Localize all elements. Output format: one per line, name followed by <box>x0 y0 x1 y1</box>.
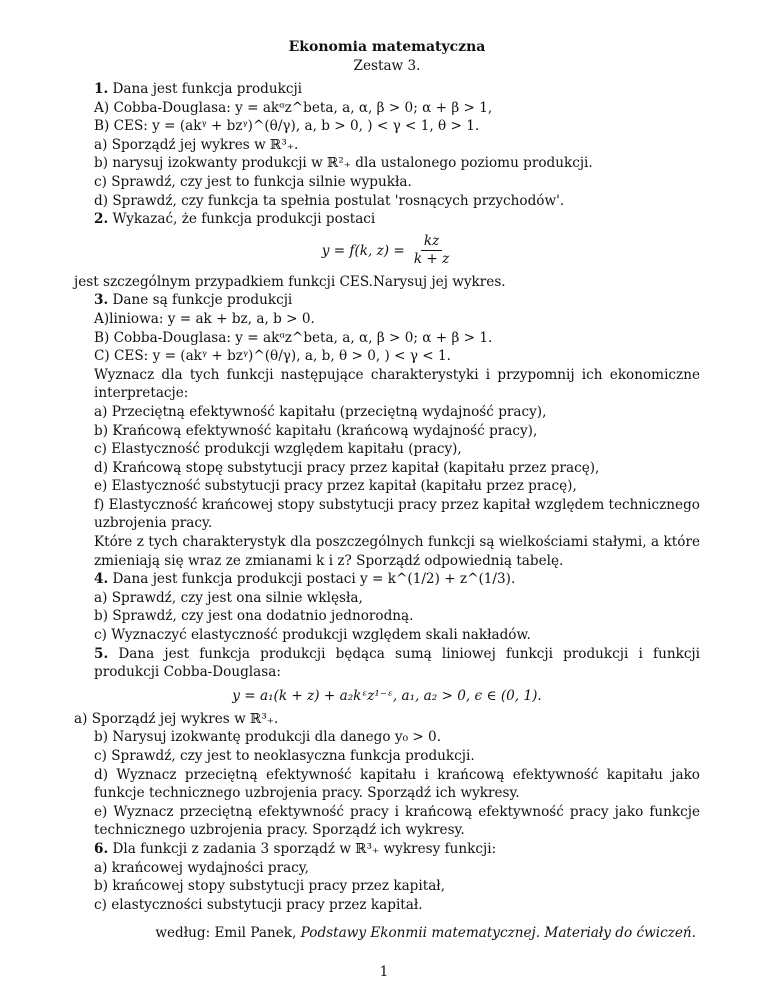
problem-5-intro <box>74 645 700 682</box>
problem-5-item-e: e) Wyznacz przeciętną efektywność pracy i krańcową efektywność pracy jako funkcje technicznego uzbrojenia pracy. Sporządź ich wykresy. <box>94 803 700 839</box>
document-title: Ekonomia matematyczna <box>288 39 486 55</box>
problem-4-item-a: a) Sprawdź, czy jest ona silnie wklęsła, <box>94 589 363 606</box>
problem-2-formula <box>74 230 700 272</box>
problem-3-function-a: A)liniowa: y = ak + bz, a, b > 0. <box>94 310 315 327</box>
problem-3-intro <box>74 291 700 310</box>
problem-3-item-c: c) Elastyczność produkcji względem kapitału (pracy), <box>94 441 462 458</box>
problem-6-number: 6. <box>94 840 109 857</box>
problem-2-conclusion: jest szczególnym przypadkiem funkcji CES.Narysuj jej wykres. <box>74 273 506 290</box>
formula-lhs: y = f(k, z) = <box>321 242 405 259</box>
problem-4-text: Dana jest funkcja produkcji postaci y = k^(1/2) + z^(1/3). <box>112 571 516 588</box>
problem-5-item-b: b) Narysuj izokwantę produkcji dla danego y₀ > 0. <box>94 729 442 746</box>
source-prefix: według: Emil Panek, <box>155 925 297 942</box>
problem-1-item-d: d) Sprawdź, czy funkcja ta spełnia postulat 'rosnących przychodów'. <box>94 192 565 209</box>
document-page <box>74 38 700 942</box>
problem-3-item-d: d) Krańcową stopę substytucji pracy przez kapitał (kapitału przez pracę), <box>94 459 600 476</box>
problem-5-formula: y = a₁(k + z) + a₂kᵋz¹⁻ᵋ, a₁, a₂ > 0, ϵ ∈ (0, 1). <box>232 687 542 704</box>
problem-6-item-b: b) krańcowej stopy substytucji pracy przez kapitał, <box>94 878 446 895</box>
problem-3-task: Wyznacz dla tych funkcji następujące charakterystyki i przypomnij ich ekonomiczne interpretacje: <box>94 366 700 402</box>
problem-3-item-e: e) Elastyczność substytucji pracy przez kapitał (kapitału przez pracę), <box>94 478 577 495</box>
problem-1-item-b: b) narysuj izokwanty produkcji w ℝ²₊ dla ustalonego poziomu produkcji. <box>94 155 593 172</box>
problem-3-function-b: B) Cobba-Douglasa: y = akᵅz^beta, a, α, β > 0; α + β > 1. <box>94 329 493 346</box>
source-book-title: Podstawy Ekonmii matematycznej. Materiały do ćwiczeń. <box>300 925 696 942</box>
problem-3-question: Które z tych charakterystyk dla poszczególnych funkcji są wielkościami stałymi, a które zmieniają się wraz ze zmianami k i z? Sporządź odpowiednią tabelę. <box>94 534 700 569</box>
problem-1-item-c: c) Sprawdź, czy jest to funkcja silnie wypukła. <box>94 173 412 190</box>
problem-3-function-c: C) CES: y = (akᵞ + bzᵞ)^(θ/γ), a, b, θ > 0, ) < γ < 1. <box>94 348 451 365</box>
problem-4-intro <box>74 570 700 589</box>
problem-1-item-a: a) Sporządź jej wykres w ℝ³₊. <box>94 136 299 153</box>
page-number: 1 <box>379 964 389 980</box>
problem-6-intro <box>74 840 700 859</box>
problem-5-item-c: c) Sprawdź, czy jest to neoklasyczna funkcja produkcji. <box>94 748 475 764</box>
problem-5-item-a: a) Sporządź jej wykres w ℝ³₊. <box>74 710 279 727</box>
problem-2-number: 2. <box>94 211 109 228</box>
problem-5-number: 5. <box>94 645 109 662</box>
formula-fraction <box>411 233 452 268</box>
source-citation <box>74 924 700 942</box>
problem-1-function-a: A) Cobba-Douglasa: y = akᵅz^beta, a, α, β > 0; α + β > 1, <box>94 99 493 116</box>
document-subtitle: Zestaw 3. <box>353 58 421 74</box>
problem-4-item-c: c) Wyznaczyć elastyczność produkcji względem skali nakładów. <box>94 627 531 644</box>
problem-3-number: 3. <box>94 292 109 309</box>
problem-3-text: Dane są funkcje produkcji <box>112 292 293 309</box>
problem-1-intro <box>74 80 700 99</box>
problem-3-item-b: b) Krańcową efektywność kapitału (krańcową wydajność pracy), <box>94 422 538 439</box>
problem-5-text: Dana jest funkcja produkcji będąca sumą liniowej funkcji produkcji i funkcji produkcji Cobba-Douglasa: <box>94 645 700 681</box>
problem-2-intro <box>74 210 700 229</box>
problem-3-item-f: f) Elastyczność krańcowej stopy substytucji pracy przez kapitał względem technicznego uzbrojenia pracy. <box>94 496 700 532</box>
problem-2-text: Wykazać, że funkcja produkcji postaci <box>112 211 376 228</box>
problem-1-text: Dana jest funkcja produkcji <box>112 81 303 97</box>
problem-5-item-d: d) Wyznacz przeciętną efektywność kapitału i krańcową efektywność kapitału jako funkcje technicznego uzbrojenia pracy. Sporządź ich wykresy. <box>94 766 700 802</box>
formula-denominator: k + z <box>413 251 450 268</box>
formula-numerator: kz <box>421 233 442 251</box>
problem-6-item-c: c) elastyczności substytucji pracy przez kapitał. <box>94 896 423 913</box>
problem-4-item-b: b) Sprawdź, czy jest ona dodatnio jednorodną. <box>94 608 414 625</box>
problem-3-item-a: a) Przeciętną efektywność kapitału (przeciętną wydajność pracy), <box>94 403 547 420</box>
problem-4-number: 4. <box>94 571 109 588</box>
problem-6-item-a: a) krańcowej wydajności pracy, <box>94 859 309 876</box>
problem-6-text: Dla funkcji z zadania 3 sporządź w ℝ³₊ wykresy funkcji: <box>112 840 497 857</box>
problem-1-function-b: B) CES: y = (akᵞ + bzᵞ)^(θ/γ), a, b > 0, ) < γ < 1, θ > 1. <box>94 118 480 135</box>
problem-1-number: 1. <box>94 81 109 97</box>
